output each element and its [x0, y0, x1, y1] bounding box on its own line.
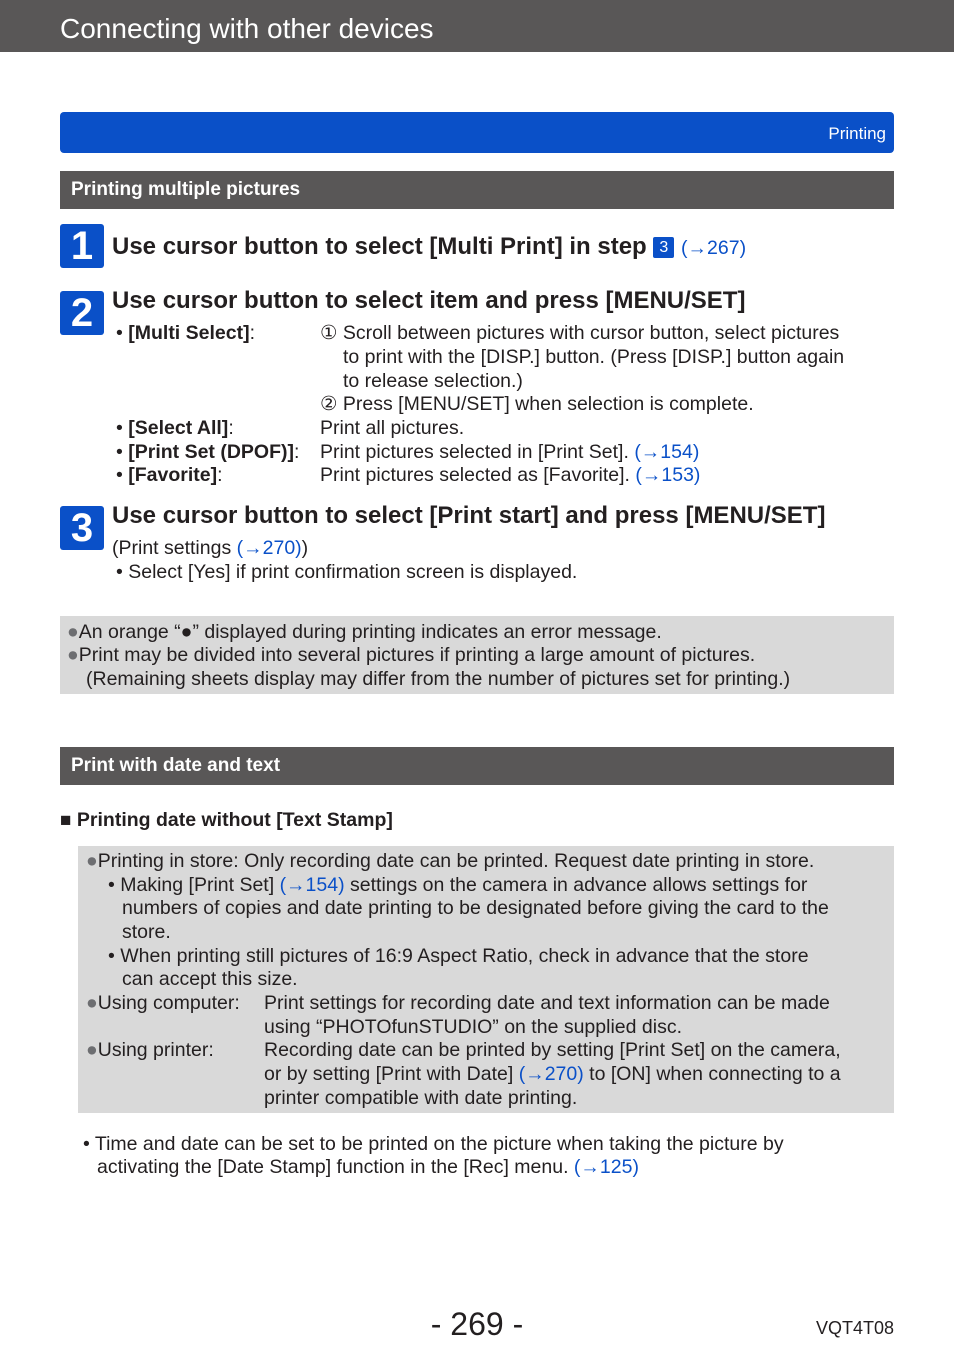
option-favorite: • [Favorite]: [116, 464, 223, 486]
printer-desc-3: printer compatible with date printing. [264, 1087, 578, 1109]
printer-desc-2: or by setting [Print with Date] (→270) to [ON] when connecting to a [264, 1063, 841, 1085]
select-all-desc: Print all pictures. [320, 417, 465, 439]
header-bar [0, 0, 954, 52]
option-label: [Select All] [128, 417, 229, 439]
note-item: ●An orange “●” displayed during printing indicates an error message. [67, 621, 662, 643]
print-with-date-link[interactable]: (→270) [518, 1063, 584, 1085]
option-select-all: • [Select All]: [116, 417, 234, 439]
printer-label: ●Using printer: [86, 1039, 214, 1061]
print-settings-link[interactable]: (→270) [236, 537, 302, 559]
option-label: [Favorite] [128, 464, 218, 486]
store-line: ●Printing in store: Only recording date can be printed. Request date printing in store. [86, 850, 815, 872]
section-heading-text: Print with date and text [71, 755, 281, 776]
step-1-title [112, 233, 746, 262]
print-set-desc: Print pictures selected in [Print Set]. (→154) [320, 441, 700, 463]
computer-desc-1: Print settings for recording date and text information can be made [264, 992, 830, 1014]
footnote-line-2: activating the [Date Stamp] function in the [Rec] menu. (→125) [97, 1156, 639, 1178]
step-ref-badge: 3 [653, 237, 674, 258]
step-1-link[interactable]: (→267) [681, 237, 747, 259]
note-item: ●Print may be divided into several pictures if printing a large amount of pictures. [67, 644, 756, 666]
bullet-dot-icon: ● [86, 992, 98, 1014]
section-heading-multiple [60, 171, 894, 209]
option-label: [Multi Select] [128, 322, 250, 344]
favorite-desc: Print pictures selected as [Favorite]. (→153) [320, 464, 701, 486]
page-title: Connecting with other devices [60, 13, 434, 44]
section-heading-text: Printing multiple pictures [71, 179, 301, 200]
footnote-line-1: • Time and date can be set to be printed on the picture when taking the picture by [83, 1133, 784, 1155]
store-bullet-1-cont: numbers of copies and date printing to be designated before giving the card to the [122, 897, 829, 919]
bullet-dot-icon: ● [86, 1039, 98, 1061]
step-1-title-text: Use cursor button to select [Multi Print] in step [112, 233, 647, 260]
doc-code: VQT4T08 [815, 1318, 894, 1338]
computer-desc-2: using “PHOTOfunSTUDIO” on the supplied disc. [264, 1016, 682, 1038]
multi-select-desc-4: ② Press [MENU/SET] when selection is complete. [320, 393, 754, 415]
page-number: - 269 - [430, 1306, 524, 1342]
option-print-set: • [Print Set (DPOF)]: [116, 441, 300, 463]
section-heading-date-text [60, 747, 894, 785]
step-3-note: • Select [Yes] if print confirmation screen is displayed. [116, 561, 578, 583]
note-item-continued: (Remaining sheets display may differ from the number of pictures set for printing.) [86, 668, 791, 690]
bullet-dot-icon: ● [67, 621, 79, 643]
print-set-link[interactable]: (→154) [634, 441, 700, 463]
store-bullet-1: • Making [Print Set] (→154) settings on the camera in advance allows settings for [108, 874, 808, 896]
bullet-dot-icon: ● [67, 644, 79, 666]
favorite-link[interactable]: (→153) [635, 464, 701, 486]
printer-desc-1: Recording date can be printed by setting [Print Set] on the camera, [264, 1039, 841, 1061]
step-2-badge: 2 [60, 291, 104, 335]
multi-select-desc-1: ① Scroll between pictures with cursor button, select pictures [320, 322, 840, 344]
step-3-badge: 3 [60, 506, 104, 550]
category-bar [60, 112, 894, 153]
store-bullet-1-cont: store. [122, 921, 171, 943]
multi-select-desc-2: to print with the [DISP.] button. (Press [DISP.] button again [343, 346, 845, 368]
computer-label: ●Using computer: [86, 992, 240, 1014]
step-1-badge: 1 [60, 224, 104, 268]
step-2-title: Use cursor button to select item and press [MENU/SET] [112, 287, 746, 314]
square-bullet-icon: ■ [60, 810, 72, 831]
step-3-subtext: (Print settings (→270)) [112, 537, 309, 559]
store-bullet-2-cont: can accept this size. [122, 968, 298, 990]
store-bullet-2: • When printing still pictures of 16:9 Aspect Ratio, check in advance that the store [108, 945, 809, 967]
option-multi-select: • [Multi Select]: [116, 322, 256, 344]
option-label: [Print Set (DPOF)] [128, 441, 294, 463]
step-3-title: Use cursor button to select [Print start] and press [MENU/SET] [112, 502, 826, 529]
subheading: ■ Printing date without [Text Stamp] [60, 809, 393, 831]
date-stamp-link[interactable]: (→125) [573, 1156, 639, 1178]
category-label: Printing [828, 124, 886, 143]
print-set-link-2[interactable]: (→154) [279, 874, 345, 896]
bullet-dot-icon: ● [86, 850, 98, 872]
multi-select-desc-3: to release selection.) [343, 370, 523, 392]
